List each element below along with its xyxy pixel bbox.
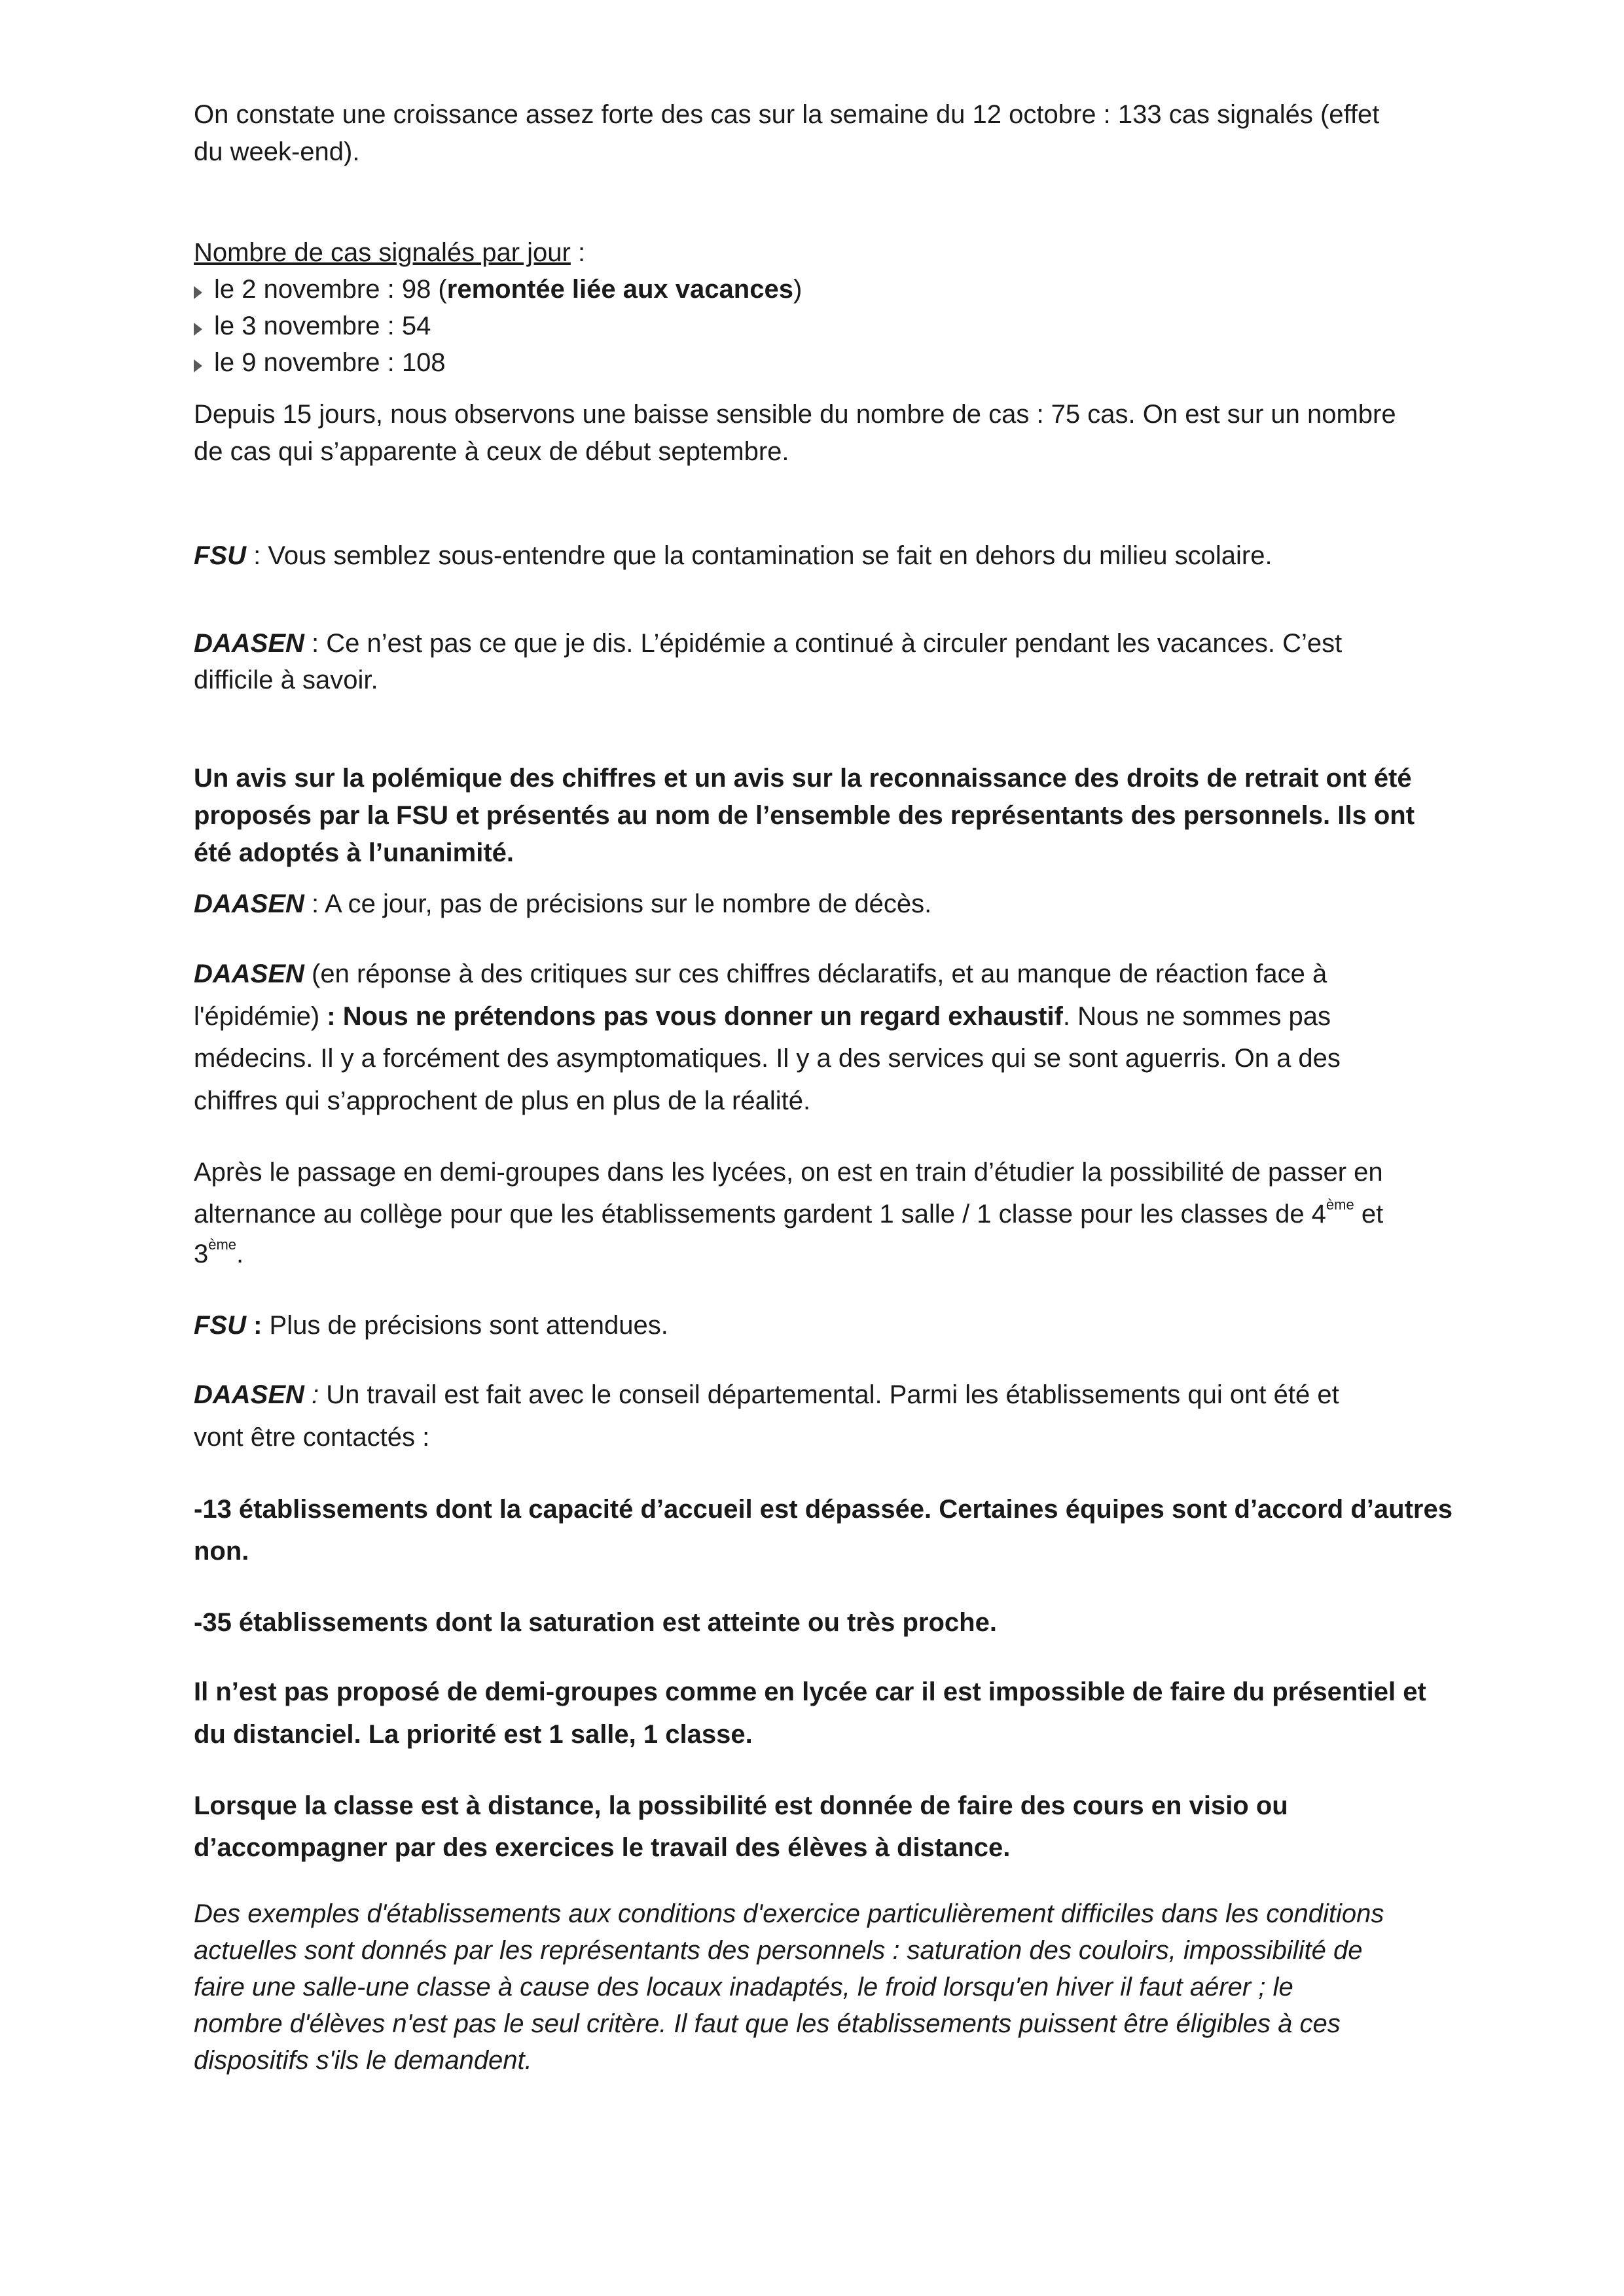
daasen-statement-1-text: : Ce n’est pas ce que je dis. L’épidémie a continué à circuler pendant les vacances. C’est [304, 629, 1343, 658]
avis-line-3: été adoptés à l’unanimité. [194, 838, 514, 867]
apres-line-3-text: 3 [194, 1240, 209, 1268]
list-item [194, 344, 446, 381]
speaker-fsu: FSU [194, 541, 246, 570]
speaker-daasen: DAASEN [194, 629, 304, 658]
list-item-after: ) [793, 275, 803, 304]
daasen-statement-4-colon: : [304, 1380, 319, 1409]
fsu-statement-1 [194, 537, 1272, 574]
daasen-statement-3-line-2 [194, 998, 1331, 1035]
apres-line-2 [194, 1196, 1383, 1232]
b13-line-1: -13 établissements dont la capacité d’accueil est dépassée. Certaines équipes sont d’accord d’autres [194, 1495, 1453, 1524]
superscript: ème [1326, 1196, 1354, 1213]
exemples-line-4: nombre d'élèves n'est pas le seul critère. Il faut que les établissements puissent être éligibles à ces [194, 2009, 1341, 2038]
trend-line-2: de cas qui s’apparente à ceux de début septembre. [194, 437, 789, 466]
intro-line-2: du week-end). [194, 137, 360, 166]
trend-line-1: Depuis 15 jours, nous observons une baisse sensible du nombre de cas : 75 cas. On est sur un nombre [194, 400, 1396, 429]
cases-heading-label: Nombre de cas signalés par jour [194, 238, 571, 267]
avis-line-1: Un avis sur la polémique des chiffres et un avis sur la reconnaissance des droits de retrait ont été [194, 764, 1412, 793]
apres-line-1: Après le passage en demi-groupes dans les lycées, on est en train d’étudier la possibilité de passer en [194, 1158, 1383, 1187]
demi-line-2: du distanciel. La priorité est 1 salle, 1 classe. [194, 1720, 753, 1749]
distance-line-2: d’accompagner par des exercices le travail des élèves à distance. [194, 1833, 1011, 1862]
daasen-statement-3-line-4: chiffres qui s’approchent de plus en plus de la réalité. [194, 1086, 811, 1115]
apres-line-2-post: et [1354, 1200, 1384, 1229]
daasen-statement-3-pre: l'épidémie) [194, 1002, 327, 1031]
list-item-text: le 3 novembre : 54 [214, 312, 431, 340]
exemples-line-5: dispositifs s'ils le demandent. [194, 2046, 532, 2075]
daasen-statement-2 [194, 886, 931, 922]
list-item-text: le 9 novembre : 108 [214, 348, 446, 377]
fsu-statement-2 [194, 1307, 668, 1344]
list-item-bold: remontée liée aux vacances [446, 275, 793, 304]
speaker-fsu: FSU [194, 1311, 246, 1340]
triangle-right-icon [194, 286, 202, 299]
daasen-statement-3-line-1 [194, 956, 1327, 992]
daasen-statement-3-text: (en réponse à des critiques sur ces chiffres déclaratifs, et au manque de réaction face à [304, 960, 1327, 988]
speaker-daasen: DAASEN [194, 1380, 304, 1409]
daasen-statement-1-line-2: difficile à savoir. [194, 666, 378, 694]
cases-heading-suffix: : [570, 238, 586, 267]
list-item-text: le 2 novembre : 98 ( [214, 275, 447, 304]
daasen-statement-4-line-1 [194, 1376, 1339, 1413]
triangle-right-icon [194, 323, 202, 336]
daasen-statement-3-bold: : Nous ne prétendons pas vous donner un regard exhaustif [327, 1002, 1063, 1031]
daasen-statement-3-line-3: médecins. Il y a forcément des asymptomatiques. Il y a des services qui se sont aguerris. On a des [194, 1044, 1341, 1073]
speaker-daasen: DAASEN [194, 960, 304, 988]
cases-heading [194, 234, 585, 271]
daasen-statement-1-line-1 [194, 625, 1342, 662]
daasen-statement-4-text: Un travail est fait avec le conseil départemental. Parmi les établissements qui ont été et [319, 1380, 1339, 1409]
demi-line-1: Il n’est pas proposé de demi-groupes comme en lycée car il est impossible de faire du présentiel et [194, 1677, 1426, 1706]
list-item [194, 308, 431, 344]
avis-line-2: proposés par la FSU et présentés au nom de l’ensemble des représentants des personnels. Ils ont [194, 801, 1415, 830]
exemples-line-3: faire une salle-une classe à cause des locaux inadaptés, le froid lorsqu'en hiver il faut aérer ; le [194, 1973, 1293, 2001]
daasen-statement-2-text: : A ce jour, pas de précisions sur le nombre de décès. [304, 889, 932, 918]
apres-line-2-text: alternance au collège pour que les établissements gardent 1 salle / 1 classe pour les classes de 4 [194, 1200, 1326, 1229]
intro-line-1: On constate une croissance assez forte des cas sur la semaine du 12 octobre : 133 cas signalés (effet [194, 100, 1380, 129]
speaker-daasen: DAASEN [194, 889, 304, 918]
distance-line-1: Lorsque la classe est à distance, la possibilité est donnée de faire des cours en visio ou [194, 1791, 1288, 1820]
exemples-line-2: actuelles sont donnés par les représentants des personnels : saturation des couloirs, impossibilité de [194, 1936, 1363, 1965]
fsu-statement-2-colon: : [246, 1311, 262, 1340]
superscript: ème [208, 1236, 237, 1253]
daasen-statement-3-post: . Nous ne sommes pas [1062, 1002, 1331, 1031]
exemples-line-1: Des exemples d'établissements aux conditions d'exercice particulièrement difficiles dans les conditions [194, 1899, 1384, 1928]
b35-line-1: -35 établissements dont la saturation est atteinte ou très proche. [194, 1608, 997, 1637]
fsu-statement-1-text: : Vous semblez sous-entendre que la contamination se fait en dehors du milieu scolaire. [246, 541, 1272, 570]
daasen-statement-4-line-2: vont être contactés : [194, 1423, 430, 1452]
fsu-statement-2-text: Plus de précisions sont attendues. [262, 1311, 668, 1340]
list-item [194, 271, 802, 308]
apres-line-3-post: . [236, 1240, 244, 1268]
triangle-right-icon [194, 359, 202, 372]
b13-line-2: non. [194, 1537, 249, 1566]
apres-line-3 [194, 1236, 244, 1272]
